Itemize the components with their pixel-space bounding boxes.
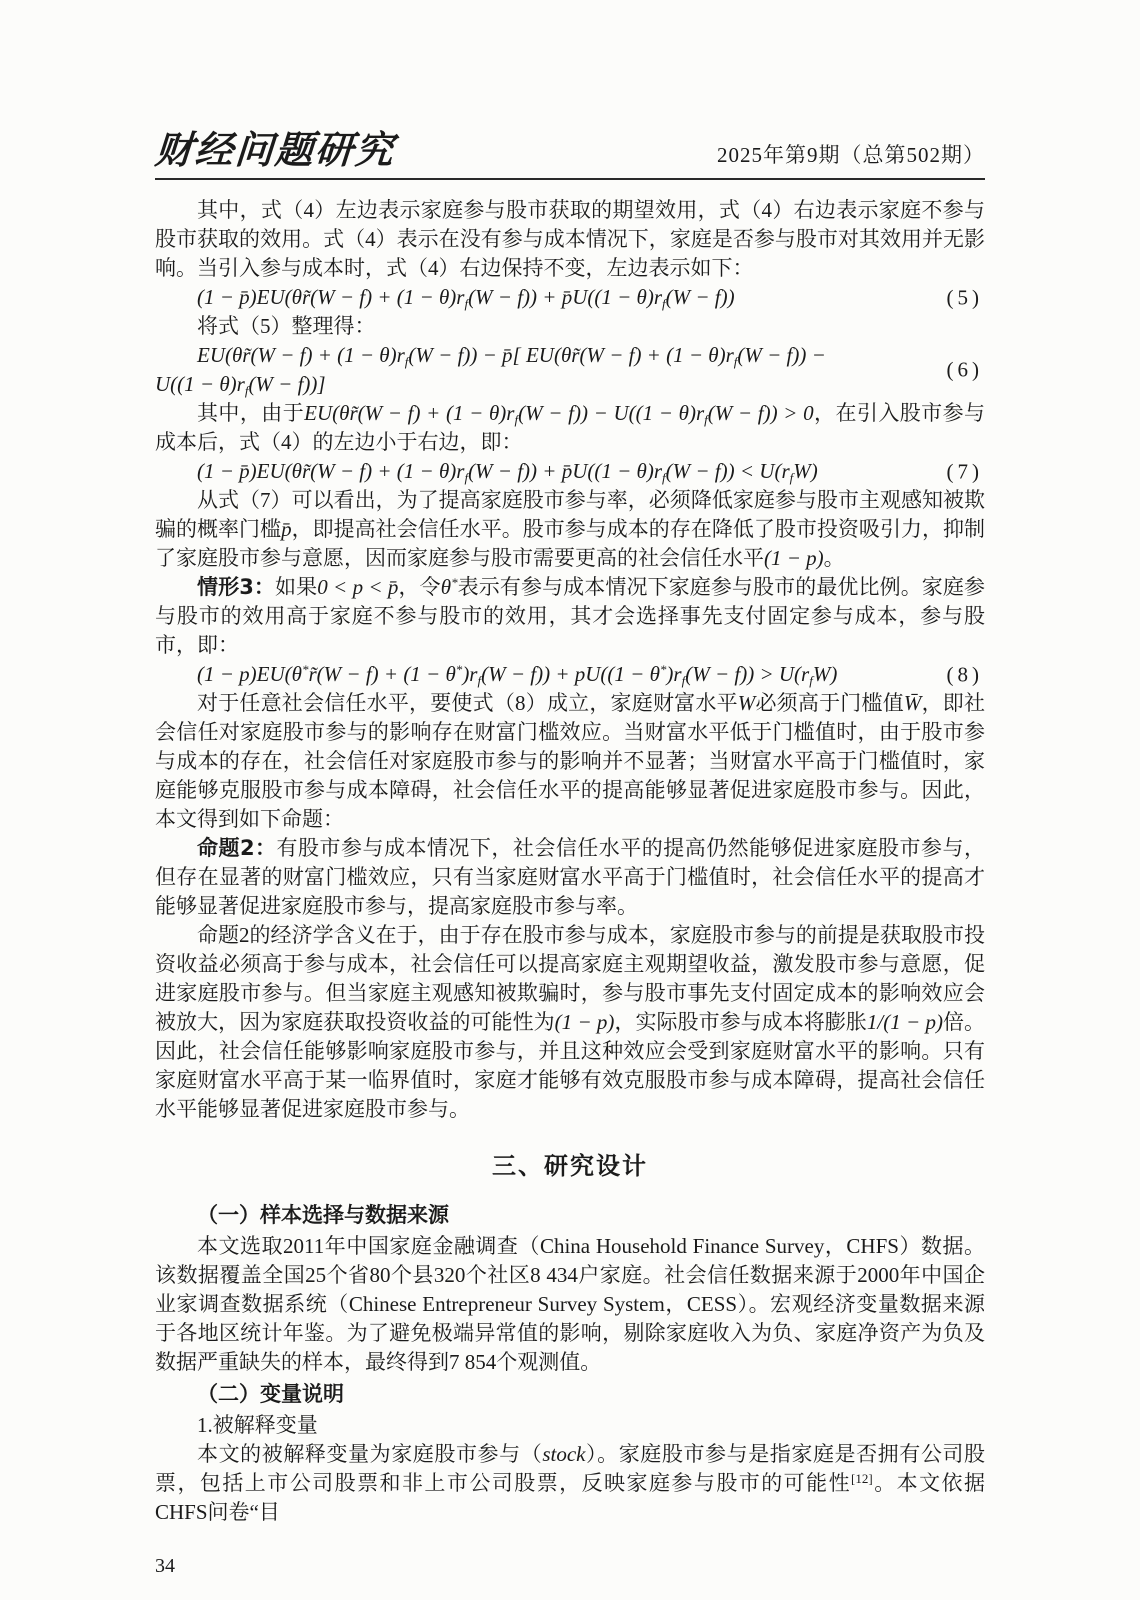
paragraph-dependent-variable-label: 1.被解释变量 (197, 1413, 318, 1437)
equation-5-line: (1 − p̄)EU(θr̃(W − $f) + (1 - \theta)r_f(W - f)$) + p̄U((1 − $\theta)r_f(W - f)$) (197, 285, 735, 311)
page-number: 34 (155, 1555, 175, 1577)
page-header (153, 127, 985, 172)
equation-6-line-1: EU(θr̃(W − $f) + (1 - \theta)r_f(W - f)$) − p̄[ EU(θr̃(W − $f) + (1 - \theta)r_f(W - f)$) − (197, 343, 826, 369)
header-divider (155, 178, 985, 180)
paragraph-wealth-threshold: 对于任意社会信任水平，要使式（8）成立，家庭财富水平W必须高于门槛值W̄，即社会信任对家庭股市参与的影响存在财富门槛效应。当财富水平低于门槛值时，由于股市参与成本的存在，社会信任对家庭股市参与的影响并不显著；当财富水平高于门槛值时，家庭能够克服股市参与成本障碍，社会信任水平的提高能够显著促进家庭股市参与。因此，本文得到如下命题： (155, 691, 986, 831)
paragraph-dependent-variable: 本文的被解释变量为家庭股市参与（stock）。家庭股市参与是指家庭是否拥有公司股票，包括上市公司股票和非上市公司股票，反映家庭参与股市的可能性[12]。本文依据CHFS问卷“目 (155, 1442, 986, 1524)
equation-7-number: (7) (946, 459, 983, 483)
paragraph-rearrange: 将式（5）整理得： (197, 314, 376, 338)
paragraph-case-3: 情形3：如果0 < p < p̄，令θ*表示有参与成本情况下家庭参与股市的最优比例。家庭参与股市的效用高于家庭不参与股市的效用，其才会选择事先支付固定参与成本，参与股市，即： (155, 574, 986, 657)
section-heading-research-design: 三、研究设计 (492, 1152, 648, 1180)
paragraph-inequality-explain: 其中，由于EU(θr̃(W − $f) + (1 - \theta)r_f(W - f)) - U((1 - \theta)r_f(W - f)) > 0$，在引入股市参与成本后，式（4）的左边小于右边，即： (155, 401, 986, 454)
paragraph-proposition-2-meaning: 命题2的经济学含义在于，由于存在股市参与成本，家庭股市参与的前提是获取股市投资收益必须高于参与成本，社会信任可以提高家庭主观期望收益，激发股市参与意愿，促进家庭股市参与。但当家庭主观感知被欺骗时，参与股市事先支付固定成本的影响效应会被放大，因为家庭获取投资收益的可能性为(1 − p)，实际股市参与成本将膨胀1/(1 − p)倍。因此，社会信任能够影响家庭股市参与，并且这种效应会受到家庭财富水平的影响。只有家庭财富水平高于某一临界值时，家庭才能够有效克服股市参与成本障碍，提高社会信任水平能够显著促进家庭股市参与。 (155, 923, 986, 1121)
journal-logo: 财经问题研究 (153, 127, 397, 172)
paragraph-data-source: 本文选取2011年中国家庭金融调查（China Household Finance Survey，CHFS）数据。该数据覆盖全国25个省80个县320个社区8 434户家庭。社会信任数据来源于2000年中国企业家调查数据系统（Chinese Entrepreneur Survey System，CESS）。宏观经济变量数据来源于各地区统计年鉴。为了避免极端异常值的影响，剔除家庭收入为负、家庭净资产为负及数据严重缺失的样本，最终得到7 854个观测值。 (155, 1234, 985, 1374)
subsection-heading-variables: （二）变量说明 (197, 1382, 344, 1406)
paragraph-eq4-explain: 其中，式（4）左边表示家庭参与股市获取的期望效用，式（4）右边表示家庭不参与股市获取的效用。式（4）表示在没有参与成本情况下，家庭是否参与股市对其效用并无影响。当引入参与成本时，式（4）右边保持不变，左边表示如下： (155, 198, 985, 280)
equation-6 (155, 341, 985, 399)
equation-5 (155, 283, 985, 312)
paragraph-eq7-implication: 从式（7）可以看出，为了提高家庭股市参与率，必须降低家庭参与股市主观感知被欺骗的概率门槛p̄，即提高社会信任水平。股市参与成本的存在降低了股市投资吸引力，抑制了家庭股市参与意愿，因而家庭参与股市需要更高的社会信任水平(1 − p)。 (155, 488, 985, 570)
equation-6-number: (6) (946, 357, 983, 382)
paragraph-proposition-2: 命题2：有股市参与成本情况下，社会信任水平的提高仍然能够促进家庭股市参与，但存在显著的财富门槛效应，只有当家庭财富水平高于门槛值时，社会信任水平的提高才能够显著促进家庭股市参与，提高家庭股市参与率。 (155, 836, 985, 918)
equation-8 (155, 660, 985, 689)
equation-8-line: (1 − p)EU(θ*r̃(W − $f) + (1 - \theta^*)r_f(W - f)) + pU((1 - \theta^*)r_f(W - f)) > U(r_fW)$ (197, 661, 838, 688)
equation-6-line-2: $U((1 - \theta)r_f(W - f))$] (155, 372, 326, 398)
equation-8-number: (8) (946, 662, 983, 686)
equation-7-line: (1 − p̄)EU(θr̃(W − $f) + (1 - \theta)r_f(W - f)$) + p̄U((1 − $\theta)r_f(W - f)) < U(r_fW)$ (197, 459, 818, 485)
subsection-heading-sample-data: （一）样本选择与数据来源 (197, 1203, 449, 1227)
article-body (155, 196, 985, 1527)
equation-7 (155, 457, 985, 486)
equation-5-number: (5) (946, 285, 983, 309)
issue-info: 2025年第9期（总第502期） (717, 143, 985, 167)
